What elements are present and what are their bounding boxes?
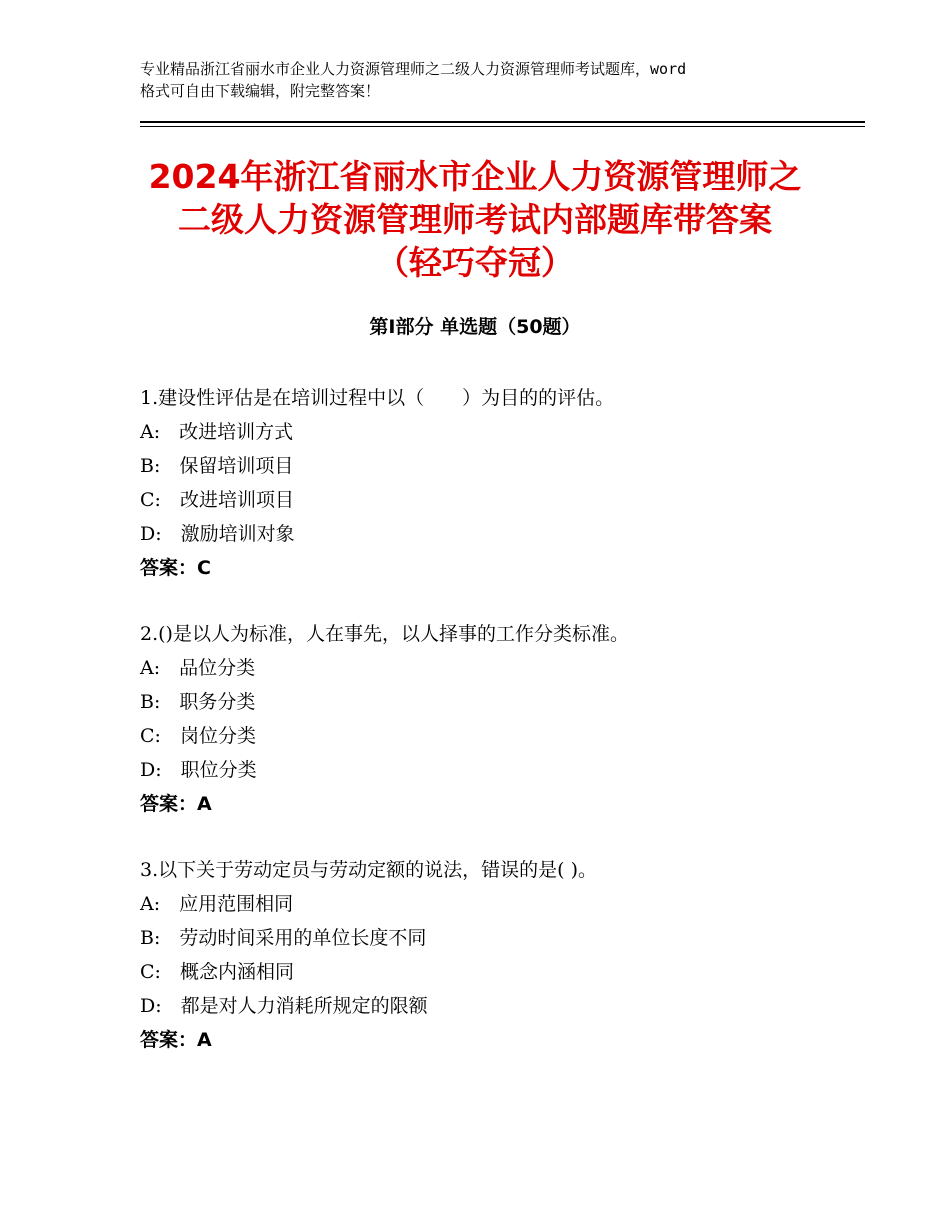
document-title-line-2: 二级人力资源管理师考试内部题库带答案 — [178, 200, 772, 239]
question-item — [140, 619, 860, 823]
option-c: C: 改进培训项目 — [140, 489, 294, 511]
question-item — [140, 383, 860, 587]
option-a: A: 改进培训方式 — [140, 421, 294, 443]
answer-line: 答案：C — [140, 557, 211, 579]
header-divider — [140, 121, 865, 127]
option-c: C: 概念内涵相同 — [140, 961, 294, 983]
answer-line: 答案：A — [140, 793, 212, 815]
option-b: B: 保留培训项目 — [140, 455, 294, 477]
question-stem: 2.()是以人为标准，人在事先，以人择事的工作分类标准。 — [140, 623, 629, 645]
option-b: B: 职务分类 — [140, 691, 256, 713]
option-d: D: 职位分类 — [140, 759, 257, 781]
question-stem: 1.建设性评估是在培训过程中以（ ）为目的的评估。 — [140, 387, 615, 409]
option-a: A: 应用范围相同 — [140, 893, 294, 915]
document-title-line-1: 2024年浙江省丽水市企业人力资源管理师之 — [148, 157, 802, 196]
option-b: B: 劳动时间采用的单位长度不同 — [140, 927, 427, 949]
question-stem: 3.以下关于劳动定员与劳动定额的说法，错误的是( )。 — [140, 859, 597, 881]
document-title-line-3: （轻巧夺冠） — [376, 243, 574, 282]
header-note — [140, 58, 830, 102]
answer-line: 答案：A — [140, 1029, 212, 1051]
option-d: D: 激励培训对象 — [140, 523, 295, 545]
header-note-line-2: 格式可自由下载编辑，附完整答案！ — [140, 82, 381, 100]
option-d: D: 都是对人力消耗所规定的限额 — [140, 995, 428, 1017]
option-c: C: 岗位分类 — [140, 725, 256, 747]
question-item — [140, 855, 860, 1059]
document-title — [100, 155, 850, 284]
option-a: A: 品位分类 — [140, 657, 256, 679]
header-note-line-1: 专业精品浙江省丽水市企业人力资源管理师之二级人力资源管理师考试题库，word — [140, 60, 687, 78]
section-heading: 第Ⅰ部分 单选题（50题） — [369, 316, 581, 338]
question-list — [140, 383, 860, 1091]
